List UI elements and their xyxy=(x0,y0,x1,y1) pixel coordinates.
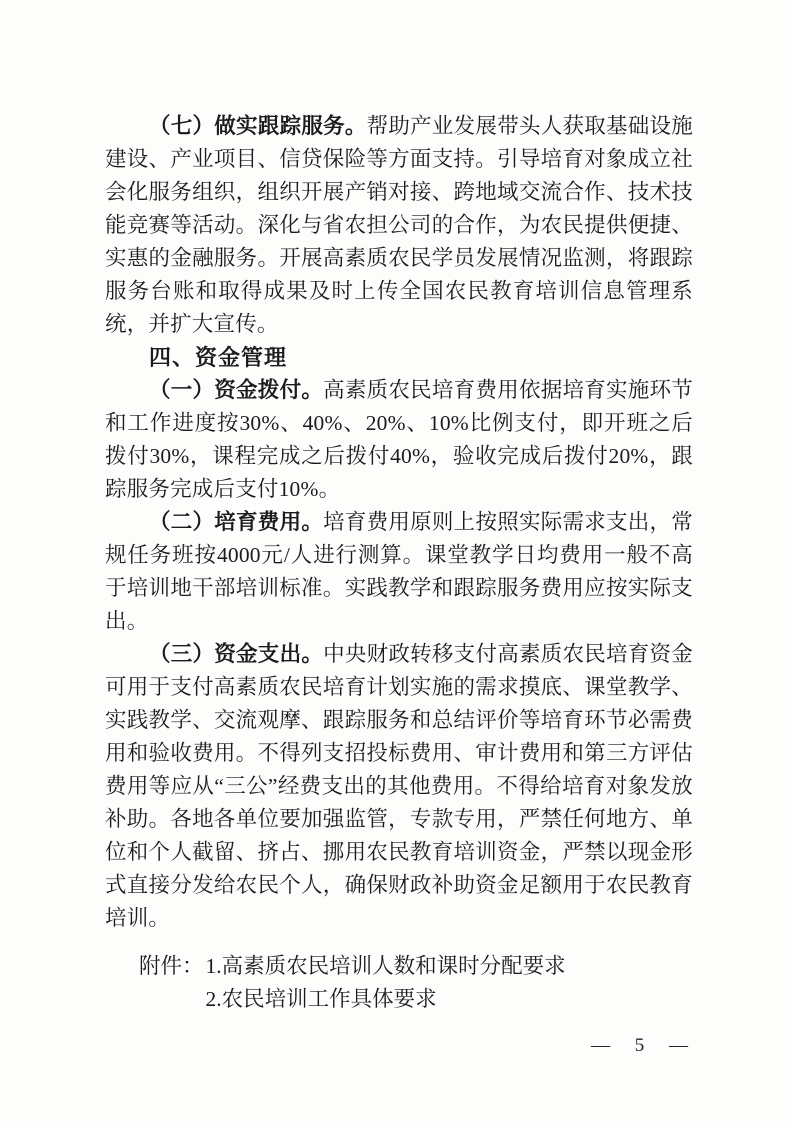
paragraph-text: 帮助产业发展带头人获取基础设施建设、产业项目、信贷保险等方面支持。引导培育对象成立社会化服务组织，组织开展产销对接、跨地域交流合作、技术技能竞赛等活动。深化与省农担公司的合作，为农民提供便捷、实惠的金融服务。开展高素质农民学员发展情况监测，将跟踪服务台账和取得成果及时上传全国农民教育培训信息管理系统，并扩大宣传。 xyxy=(105,114,693,336)
page-number: — 5 — xyxy=(591,1035,693,1056)
document-content xyxy=(105,110,693,1016)
attachment-item-2: 2.农民培训工作具体要求 xyxy=(205,987,437,1011)
paragraph-text: 高素质农民培育费用依据培育实施环节和工作进度按30%、40%、20%、10%比例支付，即开班之后拨付30%，课程完成之后拨付40%，验收完成后拨付20%，跟踪服务完成后支付10%。 xyxy=(105,378,694,501)
attachments-block xyxy=(105,950,693,1016)
paragraph-tracking-service xyxy=(105,110,693,341)
paragraph-lead: （二）培育费用。 xyxy=(149,510,324,534)
paragraph-fund-expenditure xyxy=(105,638,693,935)
attachments-list xyxy=(206,950,566,1016)
paragraph-lead: （三）资金支出。 xyxy=(149,642,324,666)
attachment-item-1: 1.高素质农民培训人数和课时分配要求 xyxy=(205,954,566,978)
paragraph-fund-allocation xyxy=(105,374,693,506)
paragraph-lead: （七）做实跟踪服务。 xyxy=(149,114,367,138)
section-heading-fund-management: 四、资金管理 xyxy=(149,345,288,370)
paragraph-training-cost xyxy=(105,506,693,638)
attachments-label: 附件： xyxy=(139,954,204,978)
paragraph-lead: （一）资金拨付。 xyxy=(149,378,324,402)
paragraph-text: 培育费用原则上按照实际需求支出，常规任务班按4000元/人进行测算。课堂教学日均费用一般不高于培训地干部培训标准。实践教学和跟踪服务费用应按实际支出。 xyxy=(105,510,694,633)
paragraph-text: 中央财政转移支付高素质农民培育资金可用于支付高素质农民培育计划实施的需求摸底、课堂教学、实践教学、交流观摩、跟踪服务和总结评价等培育环节必需费用和验收费用。不得列支招投标费用、审计费用和第三方评估费用等应从“三公”经费支出的其他费用。不得给培育对象发放补助。各地各单位要加强监管，专款专用，严禁任何地方、单位和个人截留、挤占、挪用农民教育培训资金，严禁以现金形式直接分发给农民个人，确保财政补助资金足额用于农民教育培训。 xyxy=(105,642,694,930)
